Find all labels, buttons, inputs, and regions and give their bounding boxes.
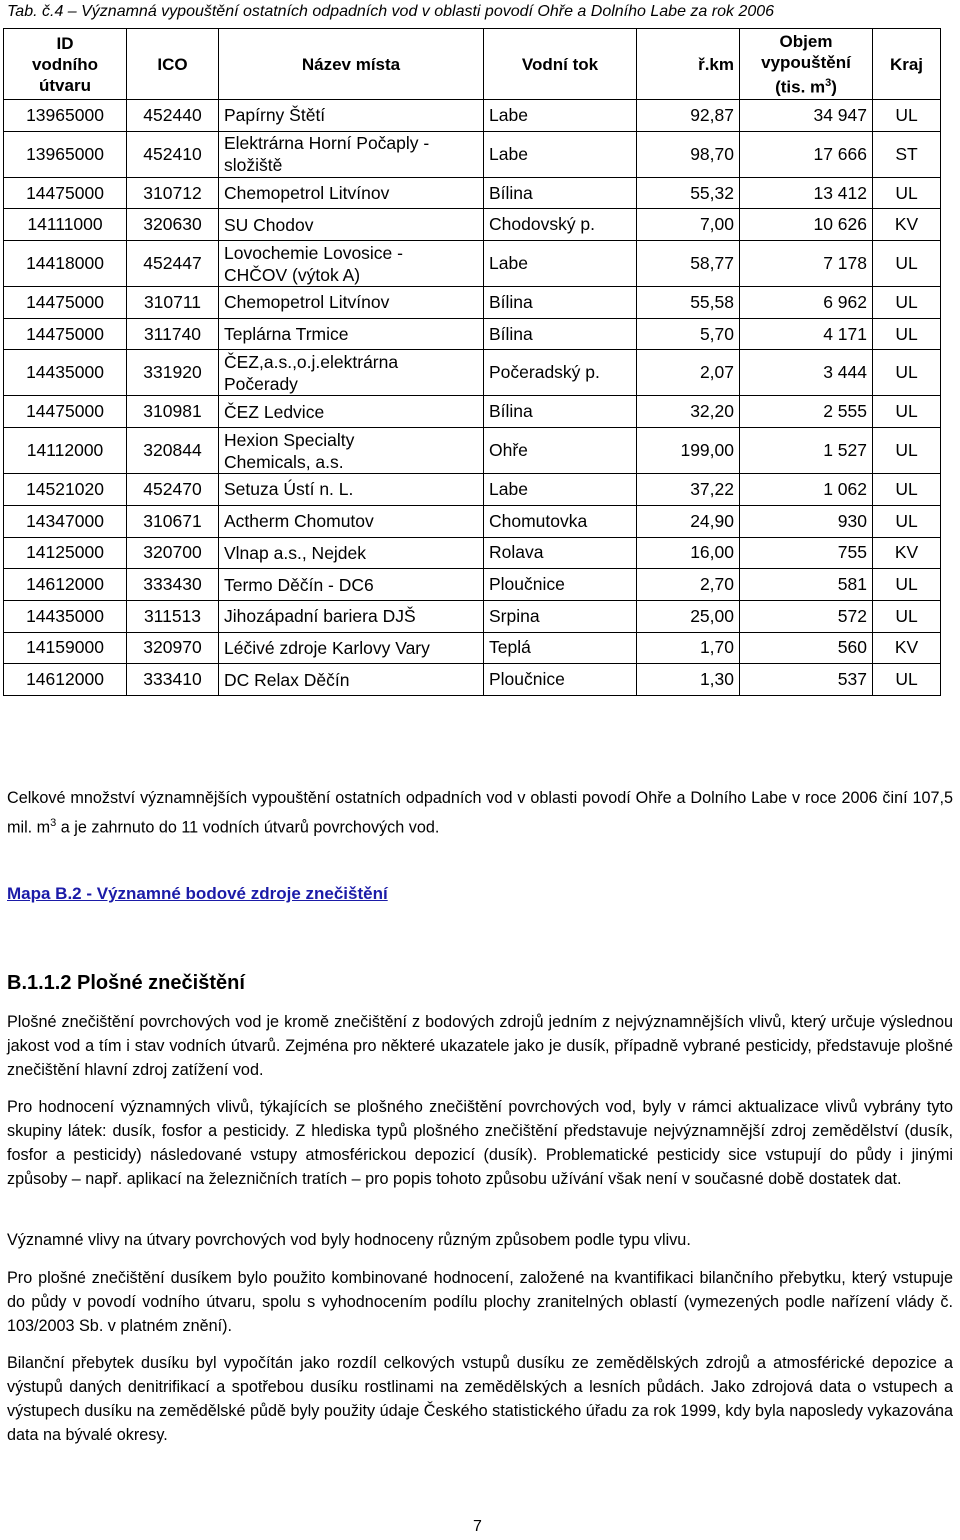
cell-name (219, 396, 484, 428)
cell-id: 14475000 (4, 287, 127, 319)
table-row (4, 287, 941, 319)
cell-name (219, 209, 484, 241)
cell-region: UL (873, 664, 941, 696)
cell-volume: 537 (740, 664, 873, 696)
cell-region: UL (873, 241, 941, 287)
cell-rkm: 58,77 (637, 241, 740, 287)
paragraph-3: Významné vlivy na útvary povrchových vod byly hodnoceny různým způsobem podle typu vlivu. (7, 1231, 691, 1249)
cell-ico: 310981 (127, 396, 219, 428)
cell-name (219, 318, 484, 350)
summary-paragraph: Celkové množství významnějších vypouštění ostatních odpadních vod v oblasti povodí Ohře a Dolního Labe v roce 2006 činí 107,5 mil. $m^3$ a je zahrnuto do 11 vodních útvarů povrchových vod. (7, 789, 953, 837)
table-row (4, 100, 941, 132)
cell-volume: 4 171 (740, 318, 873, 350)
name-line-1: Setuza Ústí n. L. (224, 479, 354, 500)
table-row (4, 632, 941, 664)
name-line-1: Teplárna Trmice (224, 324, 349, 345)
cell-ico: 311513 (127, 600, 219, 632)
cell-volume: 17 666 (740, 131, 873, 177)
cell-region: UL (873, 350, 941, 396)
cell-ico: 320844 (127, 428, 219, 474)
cell-id: 14435000 (4, 600, 127, 632)
cell-stream: Počeradský p. (484, 350, 637, 396)
cell-stream: Bílina (484, 396, 637, 428)
cell-id: 14347000 (4, 505, 127, 537)
cell-name (219, 600, 484, 632)
cell-ico: 310711 (127, 287, 219, 319)
cell-rkm: 37,22 (637, 474, 740, 506)
table-row (4, 537, 941, 569)
name-line-1: SU Chodov (224, 214, 314, 235)
cell-volume: 3 444 (740, 350, 873, 396)
cell-volume: 572 (740, 600, 873, 632)
cell-rkm: 2,07 (637, 350, 740, 396)
cell-stream: Labe (484, 100, 637, 132)
section-heading: B.1.1.2 Plošné znečištění (7, 972, 245, 994)
cell-volume: 6 962 (740, 287, 873, 319)
cell-id: 14475000 (4, 318, 127, 350)
header-id: ID vodního útvaru (4, 29, 127, 100)
name-line-1: Chemopetrol Litvínov (224, 183, 390, 204)
cell-rkm: 1,70 (637, 632, 740, 664)
cell-region: UL (873, 569, 941, 601)
cell-volume: 7 178 (740, 241, 873, 287)
cell-region: UL (873, 600, 941, 632)
header-rkm: ř.km (637, 29, 740, 100)
paragraph-1: Plošné znečištění povrchových vod je kromě znečištění z bodových zdrojů jedním z nejvýznamnějších vlivů, který určuje výslednou jakost vod a tím i stav vodních útvarů. Zejména pro některé ukazatele jako je dusík, případně vybrané pesticidy, představuje plošné znečištění hlavní zdroj zatížení vod. (7, 1013, 953, 1079)
name-line-2: Počerady (224, 373, 298, 394)
table-row (4, 505, 941, 537)
cell-name (219, 428, 484, 474)
name-line-2: Chemicals, a.s. (224, 451, 344, 472)
cell-region: UL (873, 428, 941, 474)
cell-name (219, 241, 484, 287)
cell-rkm: 24,90 (637, 505, 740, 537)
cell-rkm: 1,30 (637, 664, 740, 696)
table-row (4, 474, 941, 506)
table-row (4, 241, 941, 287)
cell-volume: 1 527 (740, 428, 873, 474)
name-line-1: Jihozápadní bariera DJŠ (224, 606, 416, 627)
header-region: Kraj (873, 29, 941, 100)
name-line-2: CHČOV (výtok A) (224, 264, 361, 285)
name-line-1: ČEZ Ledvice (224, 401, 325, 422)
cell-volume: 930 (740, 505, 873, 537)
cell-ico: 320630 (127, 209, 219, 241)
cell-region: KV (873, 537, 941, 569)
cell-rkm: 2,70 (637, 569, 740, 601)
cell-stream: Bílina (484, 287, 637, 319)
name-line-1: ČEZ,a.s.,o.j.elektrárna (224, 351, 399, 372)
cell-name (219, 177, 484, 209)
cell-id: 14159000 (4, 632, 127, 664)
cell-id: 13965000 (4, 100, 127, 132)
map-link[interactable]: Mapa B.2 - Významné bodové zdroje znečištění (7, 884, 388, 903)
cell-volume: 1 062 (740, 474, 873, 506)
cell-rkm: 7,00 (637, 209, 740, 241)
cell-rkm: 98,70 (637, 131, 740, 177)
cell-region: UL (873, 318, 941, 350)
cell-ico: 333430 (127, 569, 219, 601)
cell-id: 14418000 (4, 241, 127, 287)
cell-name (219, 100, 484, 132)
cell-ico: 311740 (127, 318, 219, 350)
cell-stream: Chodovský p. (484, 209, 637, 241)
cell-region: ST (873, 131, 941, 177)
cell-region: UL (873, 287, 941, 319)
cell-region: UL (873, 505, 941, 537)
name-line-1: DC Relax Děčín (224, 669, 350, 690)
table-row (4, 396, 941, 428)
paragraph-5: Bilanční přebytek dusíku byl vypočítán jako rozdíl celkových vstupů dusíku ze zemědělských zdrojů a atmosférické depozice a výstupů daných denitrifikací a spotřebou dusíku rostlinami na zemědělských a lesních půdách. Jako zdrojová data o vstupech a výstupech dusíku na zemědělské půdě byly použity údaje Českého statistického úřadu za rok 1999, kdy byla naposledy vykazována data na bývalé okresy. (7, 1354, 953, 1444)
cell-id: 14112000 (4, 428, 127, 474)
cell-name (219, 537, 484, 569)
cell-ico: 310712 (127, 177, 219, 209)
cell-rkm: 25,00 (637, 600, 740, 632)
cell-ico: 452447 (127, 241, 219, 287)
cell-region: UL (873, 396, 941, 428)
discharge-table (3, 28, 941, 696)
cell-id: 14612000 (4, 569, 127, 601)
table-header-row (4, 29, 941, 100)
cell-volume: 34 947 (740, 100, 873, 132)
cell-ico: 452410 (127, 131, 219, 177)
cell-volume: 10 626 (740, 209, 873, 241)
cell-name (219, 287, 484, 319)
cell-id: 14475000 (4, 177, 127, 209)
name-line-1: Elektrárna Horní Počaply - (224, 133, 430, 154)
cell-stream: Teplá (484, 632, 637, 664)
header-volume: Objem vypouštění (tis. $m^3$) (740, 29, 873, 100)
cell-name (219, 474, 484, 506)
paragraph-2: Pro hodnocení významných vlivů, týkajících se plošného znečištění povrchových vod, byly v rámci aktualizace vlivů vybrány tyto skupiny látek: dusík, fosfor a pesticidy. Z hlediska typů plošného znečištění představuje nejvýznamnější zdroj zemědělství (dusík, fosfor a pesticidy) následované vstupy atmosférickou depozicí (dusík). Problematické pesticidy sice vstupují do půdy i jinými způsoby – např. aplikací na železničních tratích – pro popis tohoto způsobu užívání však není v současné době dostatek dat. (7, 1098, 953, 1188)
table-row (4, 209, 941, 241)
cell-rkm: 55,58 (637, 287, 740, 319)
name-line-2: složiště (224, 155, 283, 176)
cell-ico: 310671 (127, 505, 219, 537)
table-row (4, 664, 941, 696)
name-line-1: Papírny Štětí (224, 105, 326, 126)
cell-region: UL (873, 100, 941, 132)
cell-ico: 452440 (127, 100, 219, 132)
cell-name (219, 569, 484, 601)
name-line-1: Hexion Specialty (224, 429, 355, 450)
paragraph-4: Pro plošné znečištění dusíkem bylo použito kombinované hodnocení, založené na kvantifikaci bilančního přebytku, který vstupuje do půdy v povodí vodního útvaru, spolu s vyhodnocením podílu plochy zranitelných oblastí (vymezených podle nařízení vlády č. 103/2003 Sb. v platném znění). (7, 1269, 953, 1335)
cell-id: 13965000 (4, 131, 127, 177)
cell-stream: Rolava (484, 537, 637, 569)
cell-ico: 320970 (127, 632, 219, 664)
header-name: Název místa (219, 29, 484, 100)
cell-stream: Bílina (484, 318, 637, 350)
table-row (4, 600, 941, 632)
name-line-1: Termo Děčín - DC6 (224, 574, 374, 595)
cell-rkm: 16,00 (637, 537, 740, 569)
table-row (4, 131, 941, 177)
cell-id: 14521020 (4, 474, 127, 506)
header-ico: ICO (127, 29, 219, 100)
cell-stream: Labe (484, 474, 637, 506)
cell-stream: Bílina (484, 177, 637, 209)
cell-ico: 320700 (127, 537, 219, 569)
cell-ico: 333410 (127, 664, 219, 696)
cell-name (219, 505, 484, 537)
cell-region: UL (873, 177, 941, 209)
cell-name (219, 632, 484, 664)
cell-region: UL (873, 474, 941, 506)
cell-volume: 2 555 (740, 396, 873, 428)
cell-volume: 755 (740, 537, 873, 569)
cell-rkm: 55,32 (637, 177, 740, 209)
name-line-1: Lovochemie Lovosice - (224, 242, 403, 263)
header-stream: Vodní tok (484, 29, 637, 100)
cell-rkm: 92,87 (637, 100, 740, 132)
cell-volume: 560 (740, 632, 873, 664)
cell-id: 14111000 (4, 209, 127, 241)
cell-name (219, 131, 484, 177)
name-line-1: Chemopetrol Litvínov (224, 292, 390, 313)
cell-id: 14475000 (4, 396, 127, 428)
cell-stream: Chomutovka (484, 505, 637, 537)
cell-rkm: 32,20 (637, 396, 740, 428)
table-row (4, 318, 941, 350)
cell-name (219, 664, 484, 696)
cell-volume: 581 (740, 569, 873, 601)
cell-stream: Labe (484, 241, 637, 287)
cell-stream: Ohře (484, 428, 637, 474)
cell-stream: Labe (484, 131, 637, 177)
name-line-1: Vlnap a.s., Nejdek (224, 542, 367, 563)
cell-region: KV (873, 209, 941, 241)
table-row (4, 177, 941, 209)
table-caption: Tab. č.4 – Významná vypouštění ostatních odpadních vod v oblasti povodí Ohře a Dolního Labe za rok 2006 (7, 3, 775, 20)
name-line-1: Léčivé zdroje Karlovy Vary (224, 637, 430, 658)
cell-id: 14612000 (4, 664, 127, 696)
cell-stream: Ploučnice (484, 569, 637, 601)
cell-id: 14125000 (4, 537, 127, 569)
cell-ico: 452470 (127, 474, 219, 506)
cell-stream: Srpina (484, 600, 637, 632)
page-number: 7 (473, 1518, 482, 1535)
cell-volume: 13 412 (740, 177, 873, 209)
table-row (4, 350, 941, 396)
cell-rkm: 199,00 (637, 428, 740, 474)
cell-region: KV (873, 632, 941, 664)
cell-name (219, 350, 484, 396)
name-line-1: Actherm Chomutov (224, 511, 374, 532)
table-row (4, 428, 941, 474)
cell-ico: 331920 (127, 350, 219, 396)
table-row (4, 569, 941, 601)
cell-rkm: 5,70 (637, 318, 740, 350)
cell-id: 14435000 (4, 350, 127, 396)
cell-stream: Ploučnice (484, 664, 637, 696)
